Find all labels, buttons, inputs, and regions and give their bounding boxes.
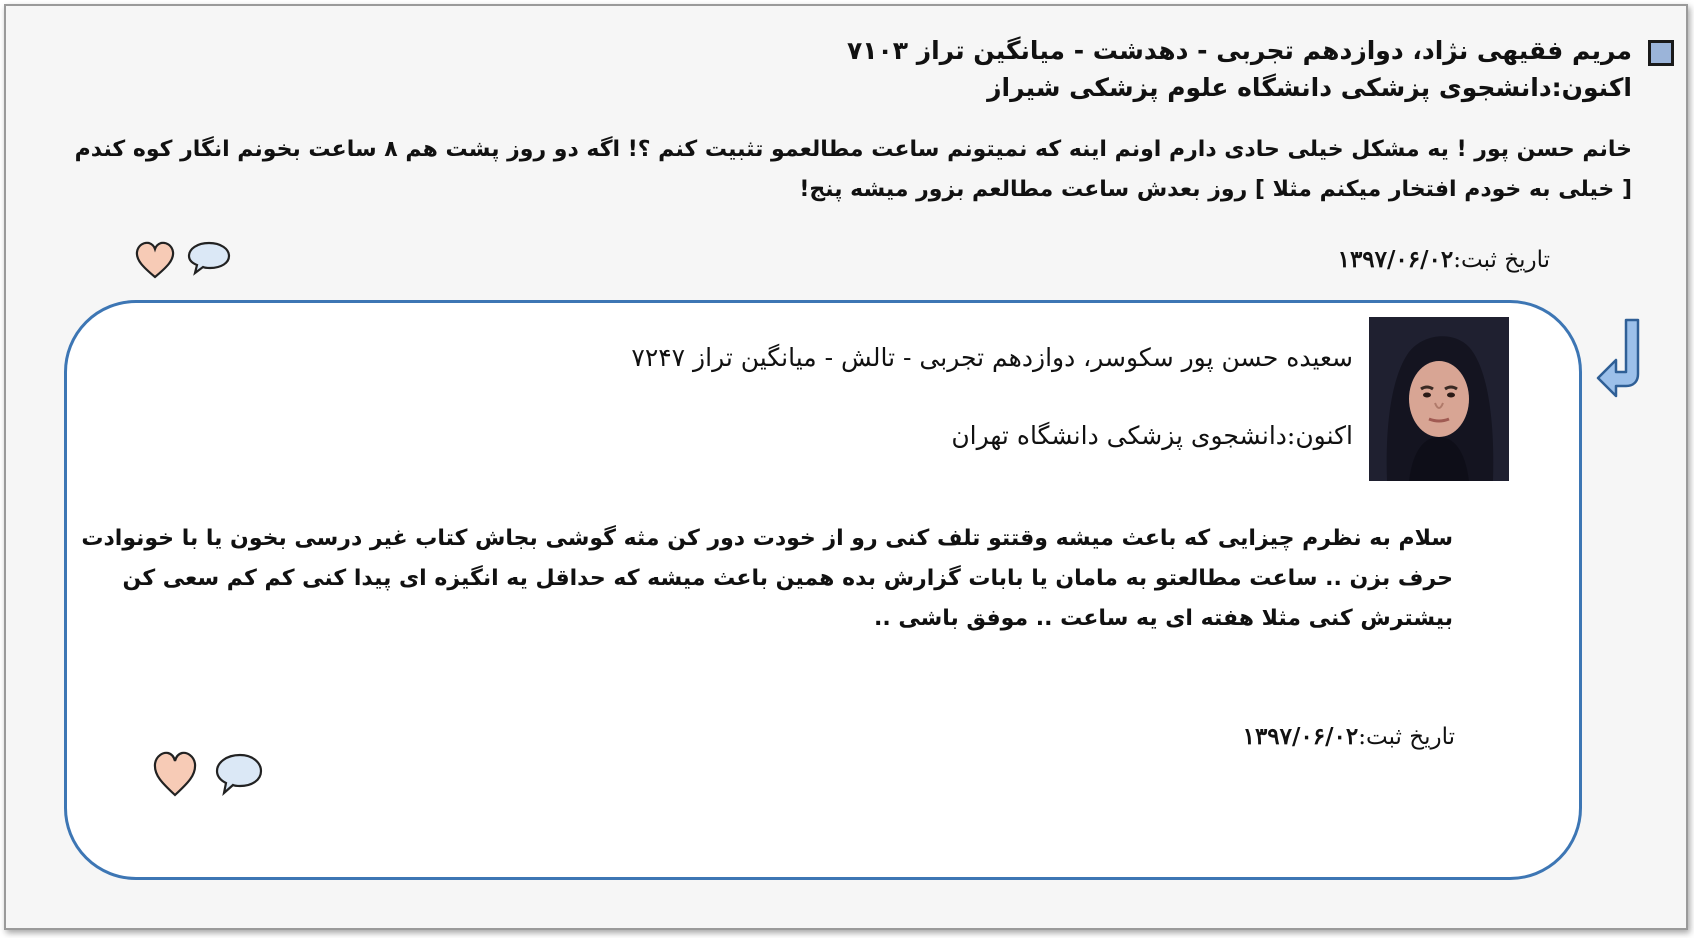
speech-bubble-icon[interactable] — [186, 240, 232, 280]
question-author: مریم فقیهی نژاد، دوازدهم تجربی - دهدشت - میانگین تراز ۷۱۰۳ — [846, 36, 1632, 65]
reply-card — [64, 300, 1582, 880]
reply-date-label: تاریخ ثبت: — [1358, 724, 1455, 750]
question-post — [62, 32, 1632, 210]
reply-author-status: اکنون:دانشجوی پزشکی دانشگاه تهران — [951, 421, 1353, 450]
question-author-status: اکنون:دانشجوی پزشکی دانشگاه علوم پزشکی شیراز — [987, 73, 1632, 102]
reply-arrow-icon — [1596, 318, 1644, 402]
reply-body: سلام به نظرم چیزایی که باعث میشه وقتتو تلف کنی رو از خودت دور کن مثه گوشی بجاش کتاب غیر درسی بخون یا با خونوادت حرف بزن .. ساعت مطالعتو به مامان یا بابات گزارش بده همین باعث میشه که حداقل یه انگیزه ای پیدا کنی کم کم سعی کن بیشترش کنی مثلا هفته ای یه ساعت .. موفق باشی .. — [81, 526, 1453, 631]
speech-bubble-icon[interactable] — [214, 752, 264, 800]
question-date — [1338, 246, 1550, 273]
heart-icon[interactable] — [152, 750, 198, 802]
reply-date-value: ۱۳۹۷/۰۶/۰۲ — [1242, 723, 1359, 750]
question-body: خانم حسن پور ! یه مشکل خیلی حادی دارم اونم اینه که نمیتونم ساعت مطالعمو تثبیت کنم ؟! اگه دو روز پشت هم ۸ ساعت بخونم انگار کوه کندم [ خیلی به خودم افتخار میکنم مثلا ] روز بعدش ساعت مطالعم بزور میشه پنج! — [74, 137, 1632, 202]
question-date-label: تاریخ ثبت: — [1453, 247, 1550, 273]
question-date-value: ۱۳۹۷/۰۶/۰۲ — [1337, 246, 1454, 273]
reply-author: سعیده حسن پور سکوسر، دوازدهم تجربی - تالش - میانگین تراز ۷۲۴۷ — [631, 343, 1353, 372]
heart-icon[interactable] — [134, 240, 176, 284]
square-bullet-icon — [1648, 40, 1674, 66]
reply-date — [1243, 723, 1455, 750]
page-frame — [4, 4, 1688, 930]
avatar — [1369, 317, 1509, 481]
